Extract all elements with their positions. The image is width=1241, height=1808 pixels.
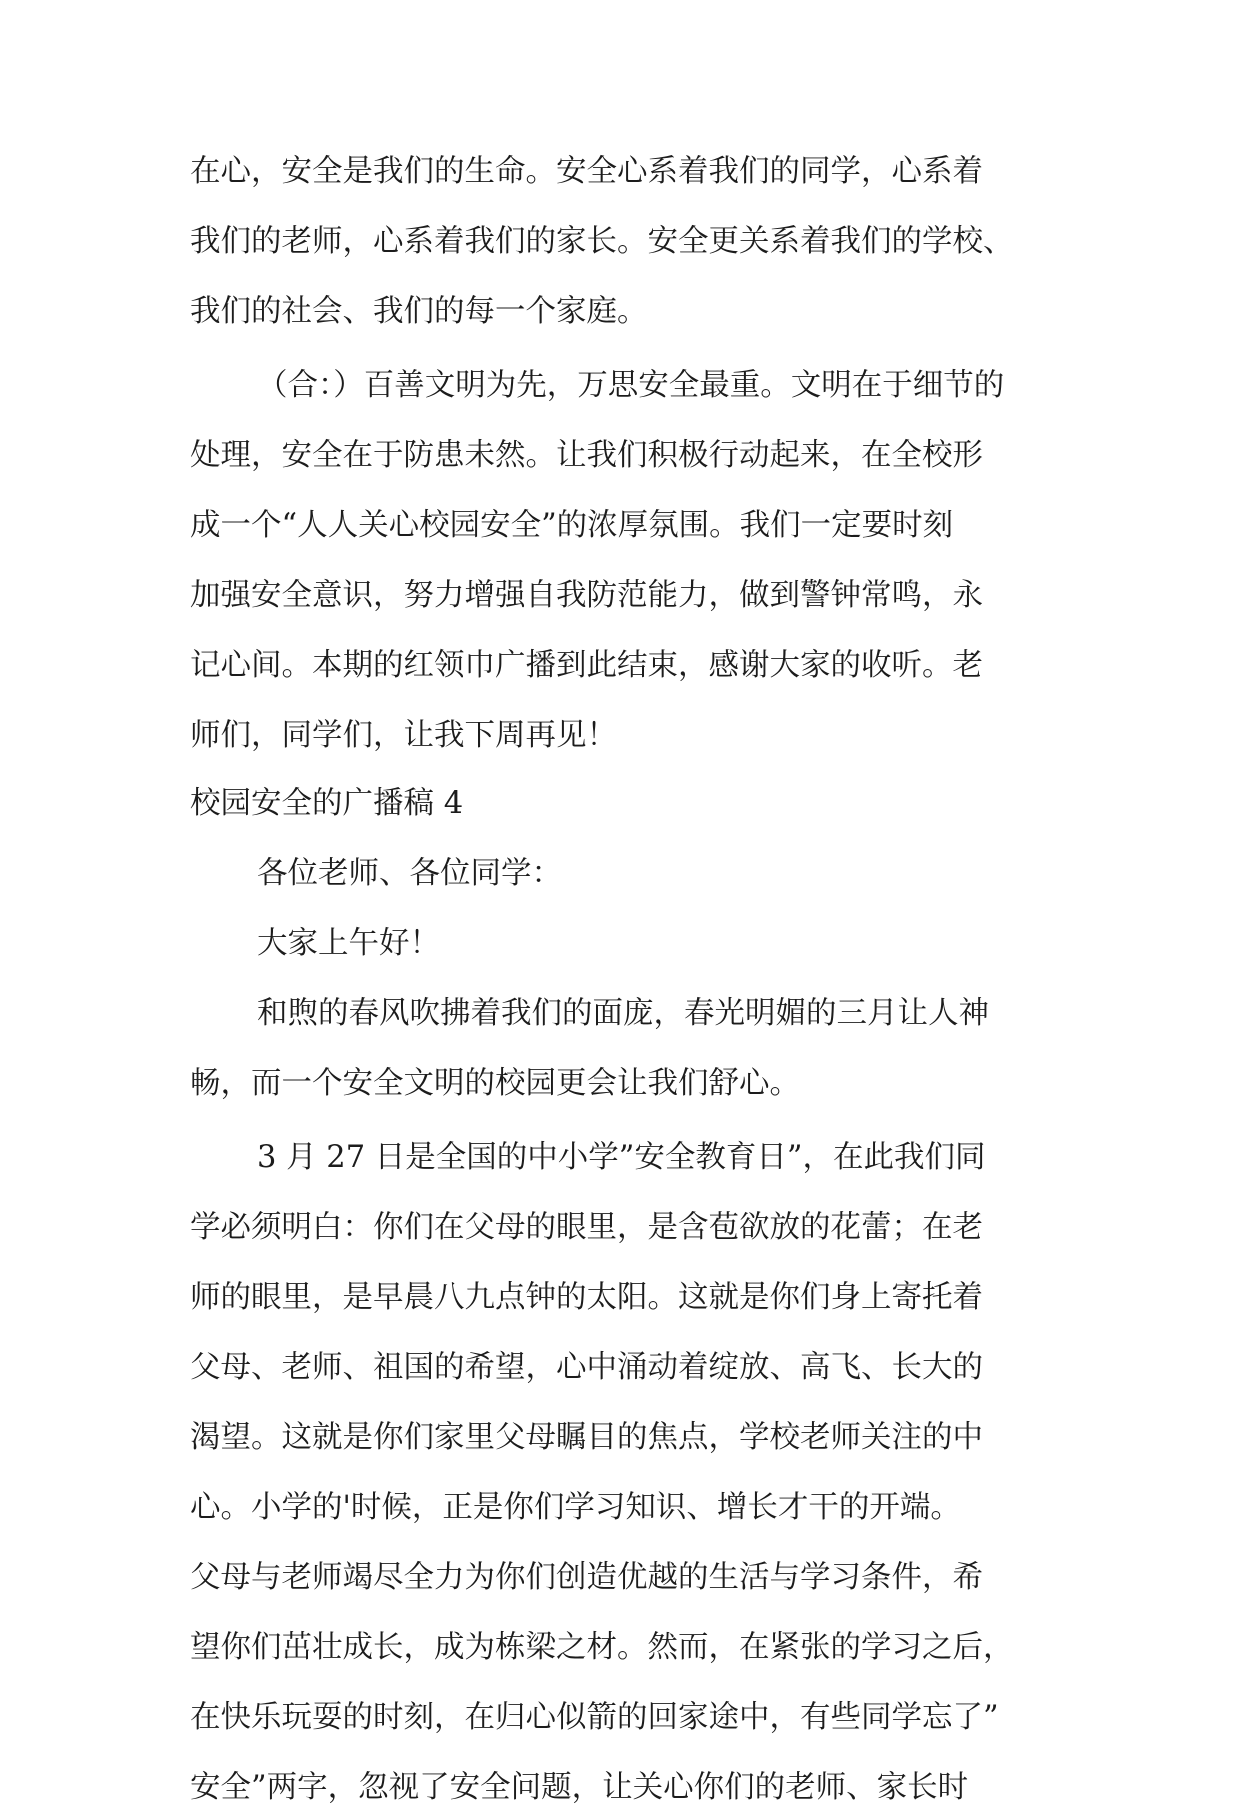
paragraph-line: （合：）百善文明为先，万思安全最重。文明在于细节的 (257, 368, 1005, 403)
paragraph-line: 父母、老师、祖国的希望，心中涌动着绽放、高飞、长大的 (190, 1350, 983, 1385)
section-heading: 校园安全的广播稿 4 (190, 786, 464, 821)
paragraph-line: 安全”两字，忽视了安全问题，让关心你们的老师、家长时 (190, 1770, 969, 1805)
paragraph-line: 3 月 27 日是全国的中小学”安全教育日”，在此我们同 (257, 1140, 986, 1175)
paragraph-line: 和煦的春风吹拂着我们的面庞，春光明媚的三月让人神 (257, 996, 989, 1031)
paragraph-line: 心。小学的'时候，正是你们学习知识、增长才干的开端。 (190, 1490, 961, 1525)
salutation: 各位老师、各位同学： (257, 856, 562, 891)
paragraph-line: 师的眼里，是早晨八九点钟的太阳。这就是你们身上寄托着 (190, 1280, 983, 1315)
paragraph-line: 望你们茁壮成长，成为栋梁之材。然而，在紧张的学习之后， (190, 1630, 1014, 1665)
paragraph-line: 渴望。这就是你们家里父母瞩目的焦点，学校老师关注的中 (190, 1420, 983, 1455)
paragraph-line: 父母与老师竭尽全力为你们创造优越的生活与学习条件，希 (190, 1560, 983, 1595)
paragraph-line: 记心间。本期的红领巾广播到此结束，感谢大家的收听。老 (190, 648, 983, 683)
paragraph-line: 我们的老师，心系着我们的家长。安全更关系着我们的学校、 (190, 224, 1014, 259)
paragraph-line: 师们，同学们，让我下周再见！ (190, 718, 617, 753)
paragraph-line: 在心，安全是我们的生命。安全心系着我们的同学，心系着 (190, 154, 983, 189)
paragraph-line: 处理，安全在于防患未然。让我们积极行动起来，在全校形 (190, 438, 983, 473)
greeting: 大家上午好！ (257, 926, 440, 961)
paragraph-line: 加强安全意识，努力增强自我防范能力，做到警钟常鸣，永 (190, 578, 983, 613)
paragraph-line: 畅，而一个安全文明的校园更会让我们舒心。 (190, 1066, 800, 1101)
paragraph-line: 在快乐玩耍的时刻，在归心似箭的回家途中，有些同学忘了” (190, 1700, 999, 1735)
paragraph-line: 学必须明白：你们在父母的眼里，是含苞欲放的花蕾；在老 (190, 1210, 983, 1245)
paragraph-line: 成一个“人人关心校园安全”的浓厚氛围。我们一定要时刻 (190, 508, 954, 543)
paragraph-line: 我们的社会、我们的每一个家庭。 (190, 294, 648, 329)
